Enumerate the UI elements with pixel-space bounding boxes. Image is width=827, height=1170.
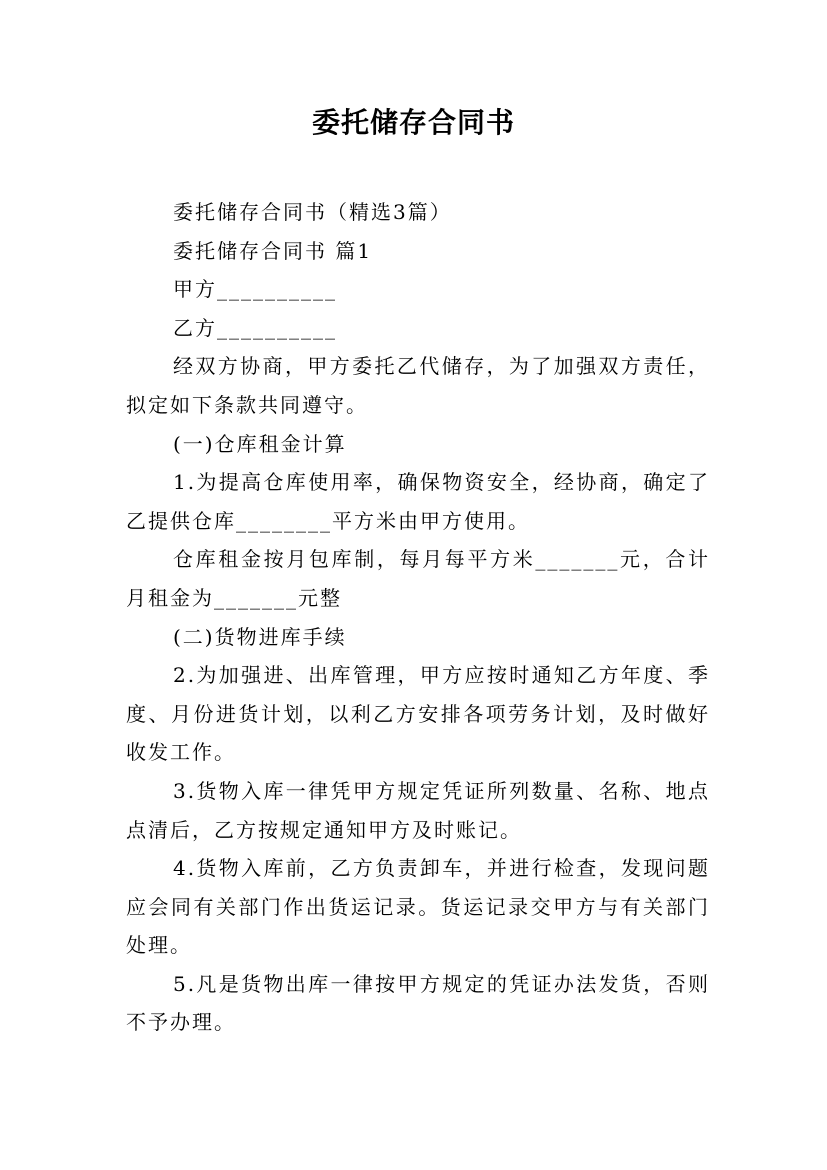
party-b-line: 乙方__________ xyxy=(173,315,337,340)
clause-1-rent: 仓库租金按月包库制，每月每平方米_______元，合计月租金为_______元整 xyxy=(126,547,710,610)
paragraph-subtitle: 委托储存合同书（精选3篇） xyxy=(173,200,452,224)
clause-1: 1.为提高仓库使用率，确保物资安全，经协商，确定了乙提供仓库________平方米由甲方使用。 xyxy=(126,470,710,533)
paragraph-section-heading: 委托储存合同书 篇1 xyxy=(173,238,373,263)
party-a-line: 甲方__________ xyxy=(173,277,337,302)
clause-4: 4.货物入库前，乙方负责卸车，并进行检查，发现问题应会同有关部门作出货运记录。货运记录交甲方与有关部门处理。 xyxy=(126,856,710,958)
document-title: 委托储存合同书 xyxy=(311,106,515,139)
paragraph-preamble: 经双方协商，甲方委托乙代储存，为了加强双方责任，拟定如下条款共同遵守。 xyxy=(126,354,710,417)
clause-heading-2: (二)货物进库手续 xyxy=(173,624,347,649)
clause-heading-1: (一)仓库租金计算 xyxy=(173,431,347,456)
clause-2: 2.为加强进、出库管理，甲方应按时通知乙方年度、季度、月份进货计划，以利乙方安排各项劳务计划，及时做好收发工作。 xyxy=(126,663,710,765)
document-body xyxy=(126,193,710,1042)
clause-5: 5.凡是货物出库一律按甲方规定的凭证办法发货，否则不予办理。 xyxy=(126,971,710,1035)
clause-3: 3.货物入库一律凭甲方规定凭证所列数量、名称、地点点清后，乙方按规定通知甲方及时账记。 xyxy=(126,778,710,842)
